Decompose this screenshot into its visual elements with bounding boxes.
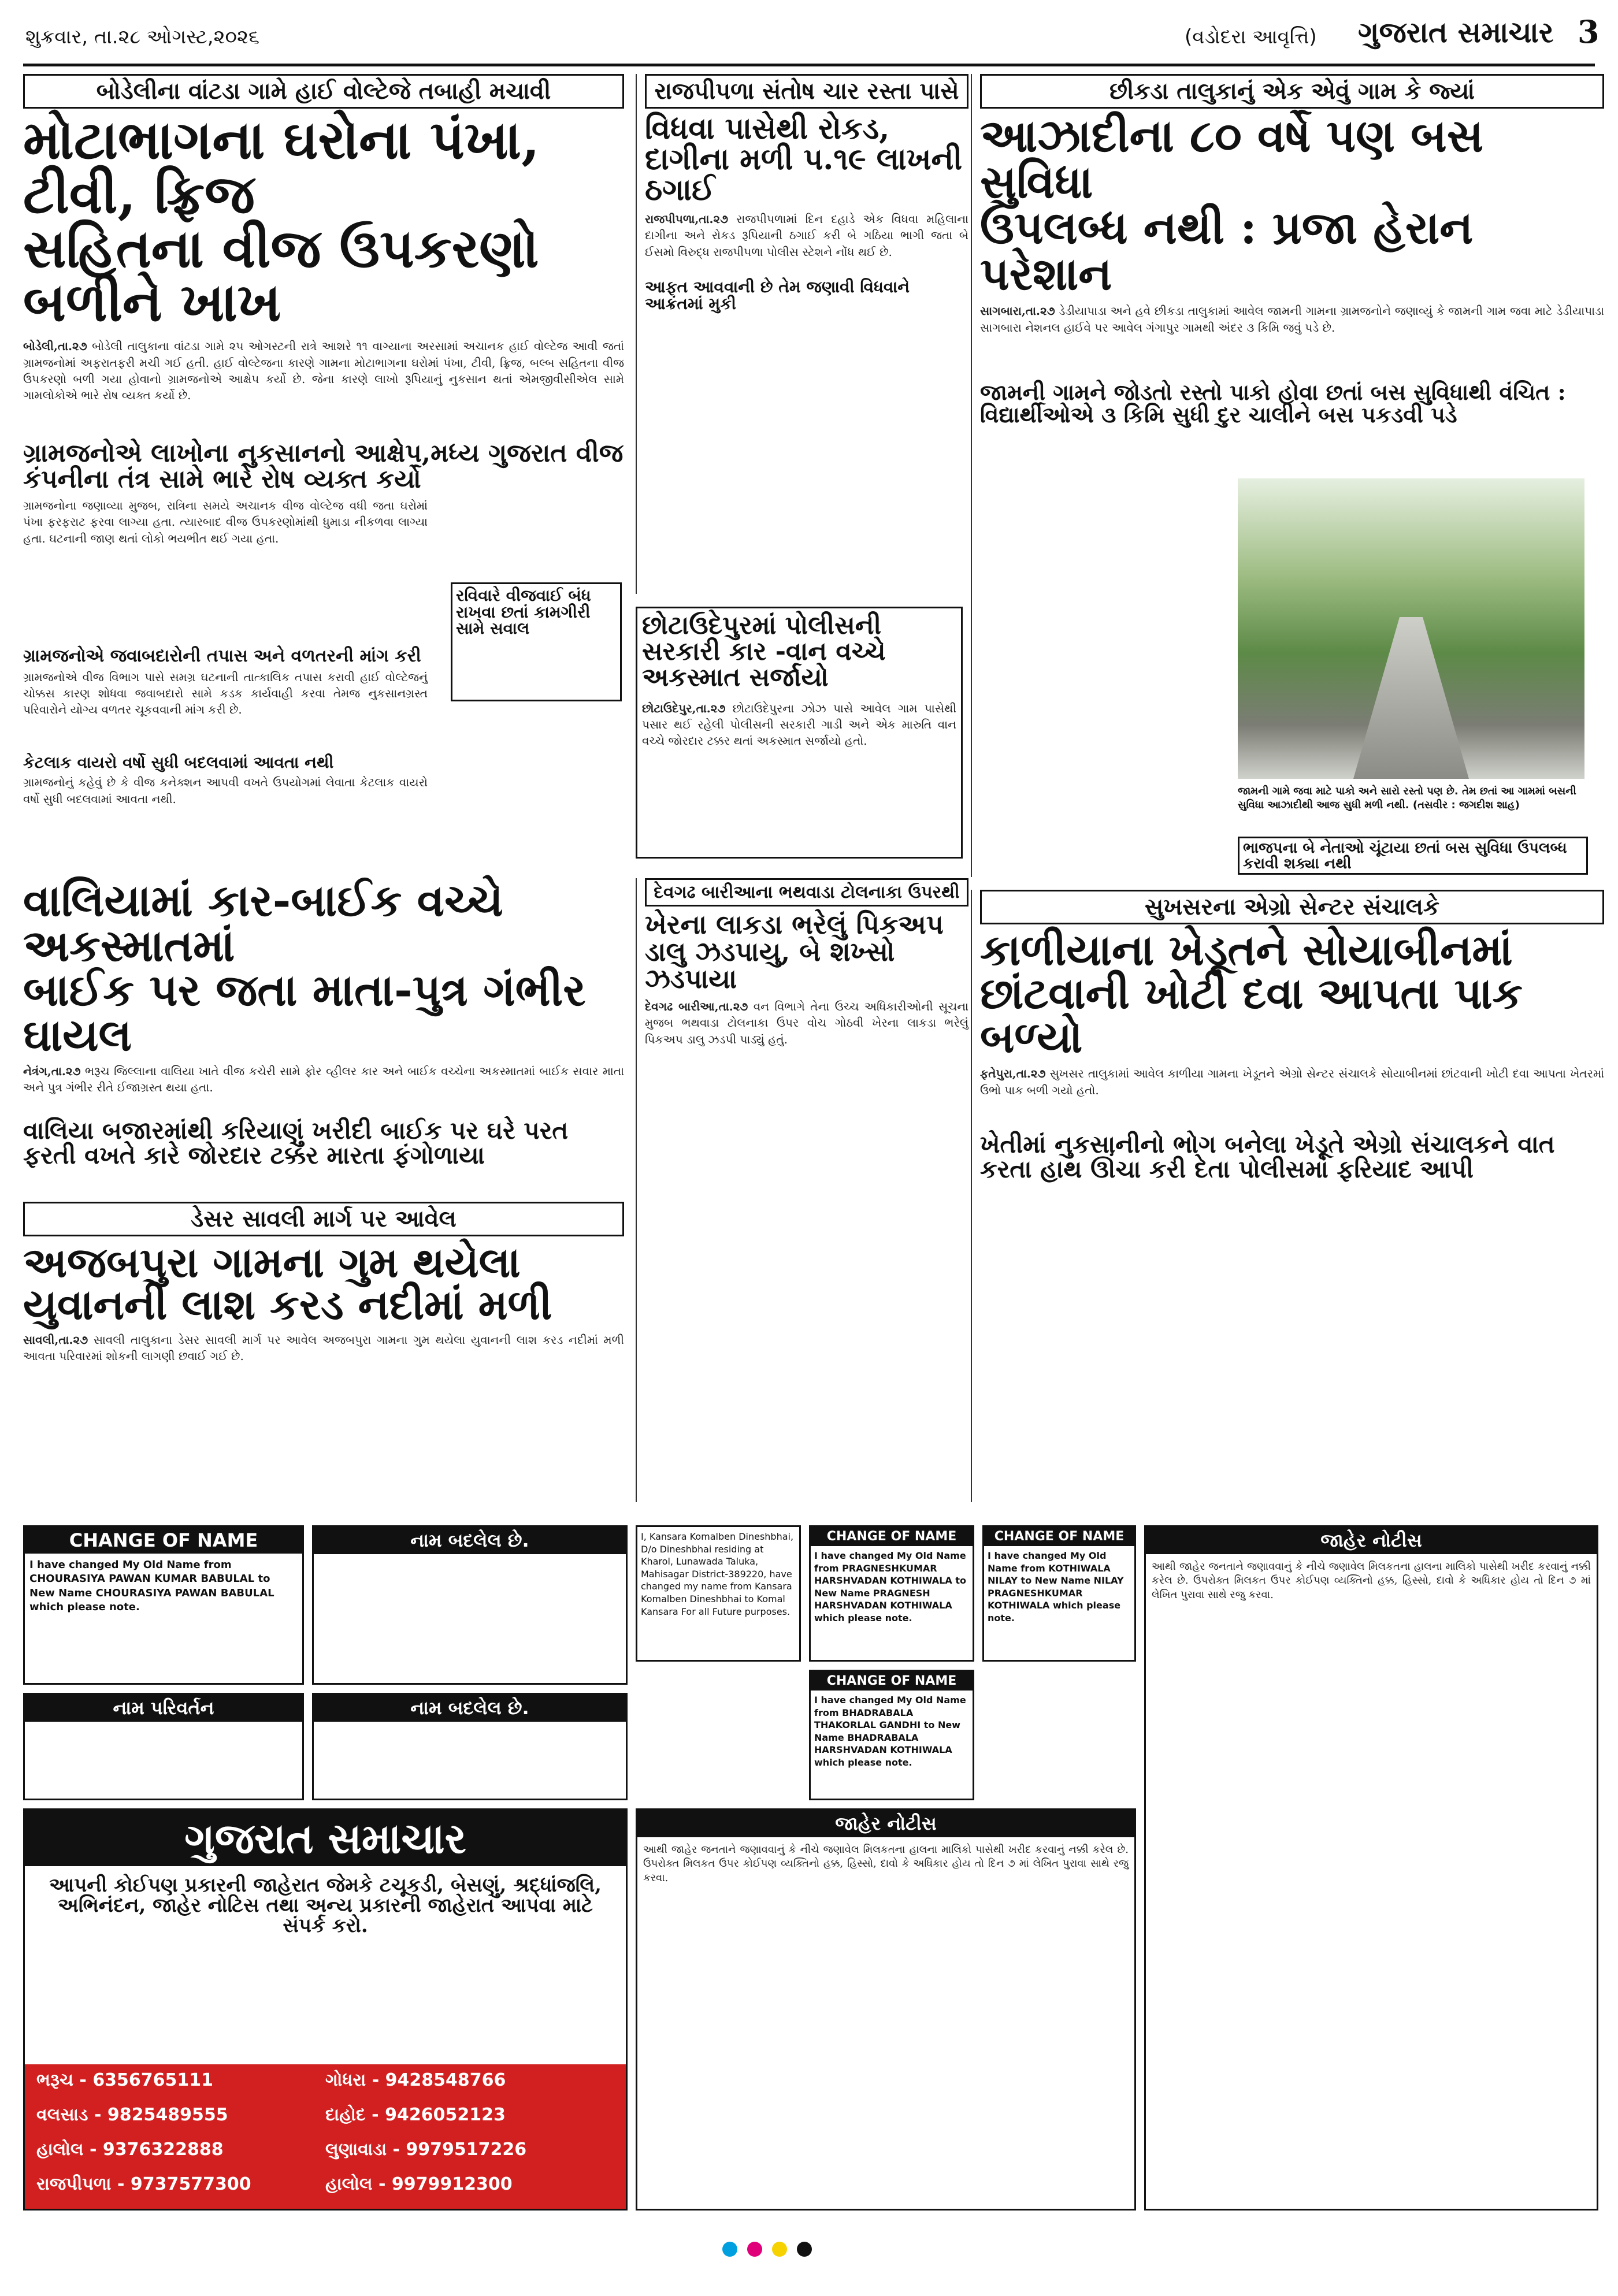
story-text-3: ગ્રામજનોએ વીજ વિભાગ પાસે સમગ્ર ઘટનાની તાત્કાલિક તપાસ કરાવી હાઈ વોલ્ટેજનું ચોક્કસ કારણ શોધવા જવાબદારો સામે કડક કાર્યવાહી કરવા તેમજ નુકસાનગ્રસ્ત પરિવારોને યોગ્ય વળતર ચૂકવવાની માંગ કરી છે.: [23, 670, 428, 717]
ad-text: આપની કોઈપણ પ્રકારની જાહેરાત જેમકે ટચૂકડી, બેસણું, શ્રદ્ધાંજલિ, અભિનંદન, જાહેર નોટિસ તથા અન્ય પ્રકારની જાહેરાત આપવા માટે સંપર્ક કરો.: [49, 1874, 602, 1937]
story-body: [645, 998, 968, 1403]
box-title: CHANGE OF NAME: [811, 1671, 973, 1691]
story-vantda-voltage: [23, 74, 624, 842]
story-headline: મોટાભાગના ઘરોના પંખા, ટીવી, ફ્રિજ: [23, 109, 540, 225]
contact-row: હાલોલ - 9376322888: [36, 2139, 224, 2160]
story-body: [645, 211, 968, 274]
registration-dot-black: [797, 2242, 812, 2257]
name-change-gu-3: [312, 1693, 628, 1800]
story-text: બોડેલી તાલુકાના વાંટડા ગામે ૨૫ ઓગસ્ટની રાત્રે આશરે ૧૧ વાગ્યાના અરસામાં અચાનક હાઈ વોલ્ટેજ આવી જતાં ગ્રામજનોમાં અફરાતફરી મચી ગઈ હતી. હાઈ વોલ્ટેજના કારણે ગામના મોટાભાગના ઘરોમાં પંખા, ટીવી, ફ્રિજ, બલ્બ સહિતના વીજ ઉપકરણો બળી ગયા હોવાનો ગ્રામજનોએ આક્ષેપ કર્યો છે. જેના કારણે લાખો રૂપિયાનું નુકસાન થતાં એમજીવીસીએલ સામે ગામલોકોએ ભારે રોષ વ્યક્ત કર્યો છે.: [23, 339, 624, 403]
change-of-name-5: [809, 1670, 974, 1800]
public-notice: [1144, 1525, 1598, 2210]
story-no-bus-village: [971, 74, 1604, 877]
side-box-title: ભાજપના બે નેતાઓ ચૂંટાયા છતાં બસ સુવિધા ઉપલબ્ધ કરાવી શક્યા નથી: [1243, 839, 1567, 872]
story-text: રાજપીપળામાં દિન દહાડે એક વિધવા મહિલાના દાગીના અને રોકડ રૂપિયાની ઠગાઈ કરી બે ગઠિયા ભાગી જતા બે ઈસમો વિરુદ્ધ રાજપીપળા પોલીસ સ્ટેશને નોંધ થઈ છે.: [645, 212, 968, 259]
story-dateline: બોડેલી,તા.૨૭: [23, 339, 87, 354]
notice-text: આથી જાહેર જનતાને જણાવવાનું કે નીચે જણાવેલ મિલકતના હાલના માલિકો પાસેથી ખરીદ કરવાનું નક્કી કરેલ છે. ઉપરોક્ત મિલકત ઉપર કોઈપણ વ્યક્તિનો હક્ક, હિસ્સો, દાવો કે અધિકાર હોય તો દિન ૭ માં લેખિત પુરાવા સાથે રજુ કરવા.: [643, 1844, 1129, 1884]
story-text: ભરૂચ જિલ્લાના વાલિયા ખાતે વીજ કચેરી સામે ફોર વ્હીલર કાર અને બાઈક વચ્ચેના અકસ્માતમાં બાઈક સવાર માતા અને પુત્ર ગંભીર રીતે ઈજાગ્રસ્ત થયા હતા.: [23, 1064, 624, 1095]
story-kicker: છીકડા તાલુકાનું એક એવું ગામ કે જ્યાં: [980, 74, 1604, 109]
story-widow-fraud: [636, 74, 968, 594]
name-change-gu-2: [23, 1693, 304, 1800]
notice-text: I have changed My Old Name from KOTHIWALA NILAY to New Name NILAY PRAGNESHKUMAR KOTHIWALA which please note.: [988, 1550, 1124, 1623]
story-dateline: સાગબારા,તા.૨૭: [980, 304, 1055, 318]
box-title: નામ બદલેલ છે.: [314, 1695, 626, 1722]
gujarat-samachar-ad: [23, 1808, 628, 2210]
contact-row: વલસાડ - 9825489555: [36, 2105, 228, 2125]
print-registration-marks: [722, 2242, 819, 2259]
story-kicker: સુખસરના એગ્રો સેન્ટર સંચાલકે: [980, 890, 1604, 924]
story-headline: છોટાઉદેપુરમાં પોલીસની સરકારી કાર -વાન વચ્ચે અકસ્માત સર્જાયો: [642, 611, 886, 692]
story-khair-wood: [636, 878, 968, 1502]
story-kicker: બોડેલીના વાંટડા ગામે હાઈ વોલ્ટેજે તબાહી મચાવી: [23, 74, 624, 109]
story-headline: આઝાદીના ૮૦ વર્ષે પણ બસ સુવિધા: [980, 110, 1483, 209]
story-kicker: રાજપીપળા સંતોષ ચાર રસ્તા પાસે: [645, 74, 968, 109]
story-dateline: સાવલી,તા.૨૭: [23, 1332, 88, 1347]
page-number: 3: [1578, 13, 1600, 50]
story-police-accident: [636, 607, 963, 859]
story-text: છોટાઉદેપુરના ઝોઝ પાસે આવેલ ગામ પાસેથી પસાર થઈ રહેલી પોલીસની સરકારી ગાડી અને એક મારુતિ વાન વચ્ચે જોરદાર ટક્કર થતાં અકસ્માત સર્જાયો હતો.: [642, 701, 957, 748]
contact-row: દાહોદ - 9426052123: [325, 2105, 506, 2125]
story-kicker: દેવગઢ બારીઆના ભથવાડા ટોલનાકા ઉપરથી: [645, 878, 968, 906]
story-headline-2: છાંટવાની ખોટી દવા આપતા પાક બળ્યો: [980, 969, 1523, 1062]
story-body: [23, 338, 624, 436]
story-subhead-3: કેટલાક વાયરો વર્ષો સુધી બદલવામાં આવતા નથી: [23, 752, 334, 772]
story-body: [980, 303, 1604, 378]
story-subhead: જામની ગામને જોડતો રસ્તો પાકો હોવા છતાં બસ સુવિધાથી વંચિત : વિદ્યાર્થીઓએ ૩ કિમિ સુધી દુર ચાલીને બસ પકડવી પડે: [980, 379, 1566, 428]
story-text: વન વિભાગે તેના ઉચ્ચ અધિકારીઓની સૂચના મુજબ ભથવાડા ટોલનાકા ઉપર વોચ ગોઠવી ખેરના લાકડા ભરેલું પિકઅપ ડાલુ ઝડપી પાડ્યું હતું.: [645, 999, 968, 1046]
change-of-name-1: [23, 1525, 304, 1685]
story-kicker: ડેસર સાવલી માર્ગ પર આવેલ: [23, 1202, 624, 1236]
box-title: CHANGE OF NAME: [25, 1527, 302, 1554]
story-body: [23, 1332, 624, 1418]
story-subhead: ખેતીમાં નુકસાનીનો ભોગ બનેલા ખેડૂતે એગ્રો સંચાલકને વાત કરતા હાથ ઊંચા કરી દેતા પોલીસમાં ફરિયાદ આપી: [980, 1130, 1555, 1184]
story-text: સુખસર તાલુકામાં આવેલ કાળીયા ગામના ખેડૂતને એગ્રો સેન્ટર સંચાલકે સોયાબીનમાં છાંટવાની ખોટી દવા આપતા ખેતરમાં ઉભો પાક બળી ગયો હતો.: [980, 1067, 1604, 1097]
story-subhead-2: ગ્રામજનોએ જવાબદારોની તપાસ અને વળતરની માંગ કરી: [23, 646, 421, 667]
story-text: ડેડીયાપાડા અને હવે છીકડા તાલુકામાં આવેલ જામની ગામના ગ્રામજનોને જણાવ્યું કે જામની ગામ જવા માટે ડેડીયાપાડા સાગબારા નેશનલ હાઈવે પર આવેલ ગંગાપુર ગામથી અંદર ૩ કિમિ જવું પડે છે.: [980, 304, 1604, 335]
story-headline: અજબપુરા ગામના ગુમ થયેલા: [23, 1238, 521, 1287]
change-of-name-4: [982, 1525, 1136, 1662]
story-soybean-farmer: [971, 890, 1604, 1502]
contact-row: રાજપીપળા - 9737577300: [36, 2174, 251, 2194]
story-subhead: ગ્રામજનોએ લાખોના નુકસાનનો આક્ષેપ,મધ્ય ગુજરાત વીજ કંપનીના તંત્ર સામે ભારે રોષ વ્યક્ત કર્યો: [23, 439, 624, 495]
story-body: [23, 1063, 624, 1115]
registration-dot-magenta: [747, 2242, 762, 2257]
side-box: [451, 582, 622, 701]
story-dateline: રાજપીપળા,તા.૨૭: [645, 212, 729, 226]
registration-dot-yellow: [772, 2242, 787, 2257]
story-body: [637, 696, 961, 855]
box-title: જાહેર નોટીસ: [1146, 1527, 1597, 1554]
notice-text: I, Kansara Komalben Dineshbhai, D/o Dineshbhai residing at Kharol, Lunawada Taluka, Mahisagar District-389220, have changed my name from Kansara Komalben Dineshbhai to Komal Kansara For all Future purposes.: [641, 1531, 794, 1617]
contact-row: ભરૂચ - 6356765111: [36, 2070, 214, 2090]
box-title: CHANGE OF NAME: [811, 1527, 973, 1546]
story-headline: ખેરના લાકડા ભરેલું પિકઅપ ડાલુ ઝડપાયુ, બે શખ્સો ઝડપાયા: [645, 909, 944, 994]
story-dateline: નેત્રંગ,તા.૨૭: [23, 1064, 81, 1079]
change-of-name-2: [636, 1525, 801, 1662]
story-ajabpura-youth: [23, 1202, 624, 1502]
public-notice-2: [636, 1808, 1136, 2210]
photo-caption: જામની ગામે જવા માટે પાકો અને સારો રસ્તો પણ છે. તેમ છતાં આ ગામમાં બસની સુવિધા આઝાદીથી આજ સુધી મળી નથી. (તસવીર : જગદીશ શાહ): [1238, 785, 1576, 812]
notice-text: I have changed My Old Name from BHADRABALA THAKORLAL GANDHI to New Name BHADRABALA HARSHVADAN KOTHIWALA which please note.: [814, 1695, 966, 1768]
story-subhead: વાલિયા બજારમાંથી કરિયાણું ખરીદી બાઈક પર ઘરે પરત ફરતી વખતે કારે જોરદાર ટક્કર મારતા ફંગોળાયા: [23, 1116, 569, 1169]
notice-text: I have changed My Old Name from PRAGNESHKUMAR HARSHVADAN KOTHIWALA to New Name PRAGNESH HARSHVADAN KOTHIWALA which please note.: [814, 1550, 966, 1623]
box-title: જાહેર નોટીસ: [637, 1810, 1134, 1837]
story-dateline: છોટાઉદેપુર,તા.૨૭: [642, 701, 726, 715]
ad-contacts: [25, 2064, 626, 2209]
edition-label: (વડોદરા આવૃત્તિ): [1185, 25, 1317, 49]
story-subhead: આફત આવવાની છે તેમ જણાવી વિધવાને આક્રંતમાં મુકી: [645, 277, 910, 313]
change-of-name-3: [809, 1525, 974, 1662]
side-box-title: રવિવારે વીજવાઈ બંધ રાખવા છતાં કામગીરી સામે સવાલ: [456, 586, 591, 638]
page-header: [23, 10, 1600, 66]
story-headline-2: સહિતના વીજ ઉપકરણો બળીને ખાખ: [23, 217, 539, 334]
story-headline-2: યુવાનની લાશ કરડ નદીમાં મળી: [23, 1280, 552, 1329]
issue-date: શુક્રવાર, તા.૨૮ ઓગસ્ટ,૨૦૨૬: [25, 25, 259, 49]
road-shape: [1353, 617, 1469, 779]
story-headline-2: ઉપલબ્ધ નથી : પ્રજા હેરાન પરેશાન: [980, 202, 1474, 300]
story-headline-2: બાઈક પર જતા માતા-પુત્ર ગંભીર ઘાયલ: [23, 964, 586, 1061]
story-headline: વાલિયામાં કાર-બાઈક વચ્ચે અકસ્માતમાં: [23, 875, 503, 971]
contact-row: ગોધરા - 9428548766: [325, 2070, 506, 2090]
story-headline: કાળીયાના ખેડૂતને સોયાબીનમાં: [980, 926, 1513, 975]
road-photo: [1238, 478, 1584, 779]
story-dateline: ફતેપુરા,તા.૨૭: [980, 1067, 1046, 1081]
masthead: ગુજરાત સમાચાર: [1358, 15, 1554, 49]
story-valiya-accident: [23, 875, 624, 1179]
box-title: નામ બદલેલ છે.: [314, 1527, 626, 1554]
ad-brand: ગુજરાત સમાચાર: [25, 1810, 626, 1866]
notice-text: I have changed My Old Name from CHOURASIYA PAWAN KUMAR BABULAL to New Name CHOURASIYA PAWAN BABULAL which please note.: [29, 1559, 274, 1613]
story-text-2: ગ્રામજનોના જણાવ્યા મુજબ, રાત્રિના સમયે અચાનક વીજ વોલ્ટેજ વધી જતા ઘરોમાં પંખા ફરફરાટ ફરવા લાગ્યા હતા. ત્યારબાદ વીજ ઉપકરણોમાંથી ધુમાડા નીકળવા લાગ્યા હતા. ઘટનાની જાણ થતાં લોકો ભયભીત થઈ ગયા હતા.: [23, 499, 428, 545]
box-title: નામ પરિવર્તન: [25, 1695, 302, 1722]
side-box: [1238, 837, 1588, 875]
name-change-gu-1: [312, 1525, 628, 1685]
story-text-4: ગ્રામજનોનું કહેવું છે કે વીજ કનેક્શન આપવી વખતે ઉપયોગમાં લેવાતા કેટલાક વાયરો વર્ષો સુધી બદલવામાં આવતા નથી.: [23, 775, 428, 806]
contact-row: લુણાવાડા - 9979517226: [325, 2139, 527, 2160]
story-body: [980, 1065, 1604, 1129]
registration-dot-cyan: [722, 2242, 737, 2257]
story-dateline: દેવગઢ બારીઆ,તા.૨૭: [645, 999, 748, 1013]
box-title: CHANGE OF NAME: [984, 1527, 1134, 1546]
story-headline: વિધવા પાસેથી રોકડ, દાગીના મળી પ.૧૯ લાખની ઠગાઈ: [645, 111, 963, 208]
notice-text: આથી જાહેર જનતાને જણાવવાનું કે નીચે જણાવેલ મિલકતના હાલના માલિકો પાસેથી ખરીદ કરવાનું નક્કી કરેલ છે. ઉપરોક્ત મિલકત ઉપર કોઈપણ વ્યક્તિનો હક્ક, હિસ્સો, દાવો કે અધિકાર હોય તો દિન ૭ માં લેખિત પુરાવા સાથે રજુ કરવા.: [1152, 1561, 1591, 1601]
story-text: સાવલી તાલુકાના ડેસર સાવલી માર્ગ પર આવેલ અજબપુરા ગામના ગુમ થયેલા યુવાનની લાશ કરડ નદીમાં મળી આવતા પરિવારમાં શોકની લાગણી છવાઈ ગઈ છે.: [23, 1332, 624, 1364]
contact-row: હાલોલ - 9979912300: [325, 2174, 513, 2194]
